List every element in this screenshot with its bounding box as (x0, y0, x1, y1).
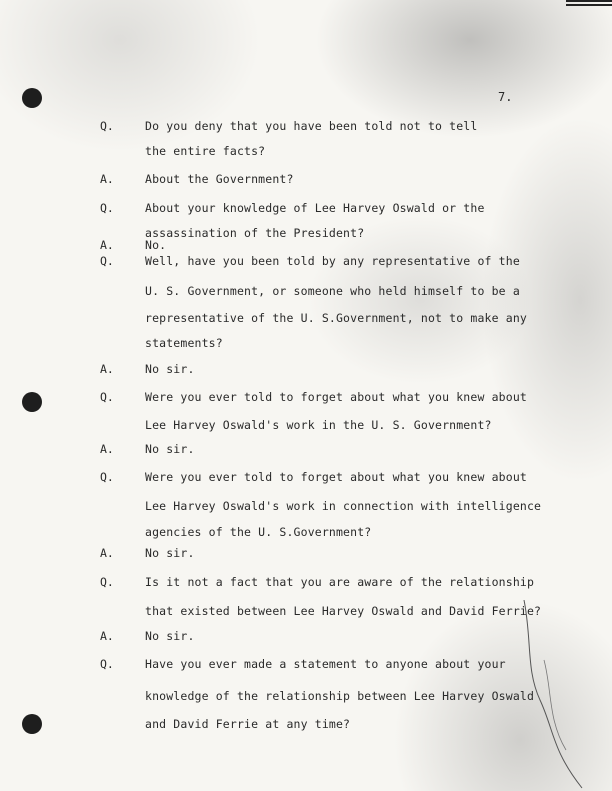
speaker-label: Q. (100, 201, 114, 215)
speaker-label: Q. (100, 575, 114, 589)
transcript-line: Do you deny that you have been told not to tell (145, 119, 478, 133)
scan-crease-mark (522, 600, 602, 790)
punch-hole (22, 88, 42, 108)
transcript-line: Have you ever made a statement to anyone about your (145, 657, 506, 671)
speaker-label: Q. (100, 470, 114, 484)
speaker-label: Q. (100, 254, 114, 268)
transcript-line: that existed between Lee Harvey Oswald and David Ferrie? (145, 604, 542, 618)
speaker-label: Q. (100, 390, 114, 404)
speaker-label: A. (100, 442, 114, 456)
transcript-line: Were you ever told to forget about what you knew about (145, 390, 527, 404)
transcript-line: No sir. (145, 442, 195, 456)
transcript-line: No sir. (145, 546, 195, 560)
transcript-line: Is it not a fact that you are aware of the relationship (145, 575, 535, 589)
punch-hole (22, 392, 42, 412)
speaker-label: Q. (100, 119, 114, 133)
transcript-line: Well, have you been told by any representative of the (145, 254, 520, 268)
transcript-line: Lee Harvey Oswald's work in connection with intelligence (145, 499, 542, 513)
transcript-line: representative of the U. S.Government, not to make any (145, 311, 527, 325)
transcript-line: Were you ever told to forget about what you knew about (145, 470, 527, 484)
transcript-line: No. (145, 238, 167, 252)
speaker-label: A. (100, 546, 114, 560)
speaker-label: A. (100, 172, 114, 186)
page-number: 7. (498, 90, 513, 104)
transcript-line: agencies of the U. S.Government? (145, 525, 372, 539)
transcript-line: About the Government? (145, 172, 294, 186)
transcript-line: the entire facts? (145, 144, 266, 158)
transcript-line: No sir. (145, 629, 195, 643)
speaker-label: A. (100, 238, 114, 252)
speaker-label: A. (100, 629, 114, 643)
transcript-line: U. S. Government, or someone who held himself to be a (145, 284, 520, 298)
transcript-line: statements? (145, 336, 223, 350)
transcript-line: Lee Harvey Oswald's work in the U. S. Government? (145, 418, 492, 432)
transcript-line: assassination of the President? (145, 226, 365, 240)
transcript-line: No sir. (145, 362, 195, 376)
transcript-line: knowledge of the relationship between Lee Harvey Oswald (145, 689, 535, 703)
speaker-label: Q. (100, 657, 114, 671)
transcript-line: About your knowledge of Lee Harvey Oswald or the (145, 201, 485, 215)
speaker-label: A. (100, 362, 114, 376)
transcript-line: and David Ferrie at any time? (145, 717, 351, 731)
top-edge-mark (566, 0, 612, 6)
punch-hole (22, 714, 42, 734)
